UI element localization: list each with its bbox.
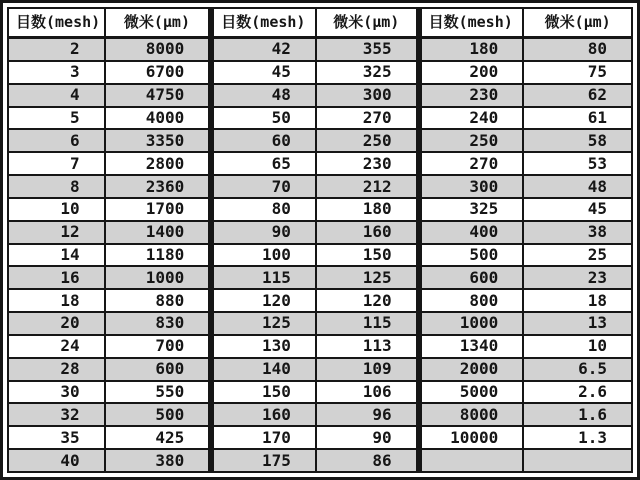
mesh-micron-conversion-table [7, 7, 633, 473]
cell-mesh-group3: 8000 [419, 403, 524, 426]
cell-micron-group3: 53 [523, 152, 632, 175]
cell-micron-group2: 150 [316, 244, 419, 267]
cell-micron-group3: 1.3 [523, 426, 632, 449]
cell-micron-group3: 10 [523, 335, 632, 358]
cell-micron-group1: 4000 [105, 107, 212, 130]
cell-micron-group2: 96 [316, 403, 419, 426]
header-micron-group3: 微米(μm) [523, 8, 632, 38]
cell-mesh-group1: 8 [8, 175, 105, 198]
cell-mesh-group1: 5 [8, 107, 105, 130]
cell-mesh-group3: 1340 [419, 335, 524, 358]
cell-mesh-group2: 100 [211, 244, 316, 267]
table-row [8, 152, 632, 175]
cell-mesh-group2: 80 [211, 198, 316, 221]
cell-micron-group1: 550 [105, 381, 212, 404]
cell-micron-group2: 180 [316, 198, 419, 221]
cell-micron-group3: 61 [523, 107, 632, 130]
cell-mesh-group1: 12 [8, 221, 105, 244]
cell-micron-group3: 13 [523, 312, 632, 335]
cell-micron-group1: 1700 [105, 198, 212, 221]
cell-micron-group1: 700 [105, 335, 212, 358]
cell-mesh-group2: 70 [211, 175, 316, 198]
table-row [8, 84, 632, 107]
cell-mesh-group2: 45 [211, 61, 316, 84]
cell-micron-group2: 125 [316, 266, 419, 289]
table-row [8, 221, 632, 244]
table-row [8, 38, 632, 61]
header-mesh-group1: 目数(mesh) [8, 8, 105, 38]
cell-mesh-group1: 40 [8, 449, 105, 472]
cell-mesh-group1: 32 [8, 403, 105, 426]
cell-mesh-group2: 115 [211, 266, 316, 289]
cell-micron-group2: 115 [316, 312, 419, 335]
cell-mesh-group3: 200 [419, 61, 524, 84]
cell-mesh-group2: 130 [211, 335, 316, 358]
cell-micron-group3: 45 [523, 198, 632, 221]
cell-mesh-group3: 250 [419, 129, 524, 152]
cell-micron-group2: 106 [316, 381, 419, 404]
cell-micron-group3: 1.6 [523, 403, 632, 426]
table-row [8, 335, 632, 358]
cell-micron-group1: 600 [105, 358, 212, 381]
cell-mesh-group3: 800 [419, 289, 524, 312]
cell-micron-group2: 86 [316, 449, 419, 472]
cell-micron-group2: 120 [316, 289, 419, 312]
table-row [8, 61, 632, 84]
cell-mesh-group3: 180 [419, 38, 524, 61]
cell-mesh-group2: 50 [211, 107, 316, 130]
cell-mesh-group2: 120 [211, 289, 316, 312]
cell-micron-group1: 2800 [105, 152, 212, 175]
cell-mesh-group1: 10 [8, 198, 105, 221]
cell-micron-group3: 23 [523, 266, 632, 289]
cell-micron-group1: 1180 [105, 244, 212, 267]
table-row [8, 266, 632, 289]
cell-mesh-group2: 60 [211, 129, 316, 152]
cell-mesh-group2: 150 [211, 381, 316, 404]
cell-micron-group1: 880 [105, 289, 212, 312]
cell-micron-group1: 2360 [105, 175, 212, 198]
cell-micron-group1: 1400 [105, 221, 212, 244]
table-body [8, 38, 632, 473]
cell-mesh-group2: 65 [211, 152, 316, 175]
cell-mesh-group3: 1000 [419, 312, 524, 335]
cell-mesh-group1: 24 [8, 335, 105, 358]
header-micron-group1: 微米(μm) [105, 8, 212, 38]
cell-micron-group2: 113 [316, 335, 419, 358]
cell-mesh-group3: 400 [419, 221, 524, 244]
cell-mesh-group3: 500 [419, 244, 524, 267]
cell-micron-group1: 500 [105, 403, 212, 426]
table-row [8, 449, 632, 472]
table-row [8, 358, 632, 381]
cell-micron-group3: 38 [523, 221, 632, 244]
cell-micron-group1: 425 [105, 426, 212, 449]
cell-micron-group3: 80 [523, 38, 632, 61]
cell-mesh-group3: 2000 [419, 358, 524, 381]
cell-micron-group1: 8000 [105, 38, 212, 61]
cell-mesh-group3: 240 [419, 107, 524, 130]
cell-mesh-group1: 3 [8, 61, 105, 84]
cell-micron-group3: 48 [523, 175, 632, 198]
cell-mesh-group2: 160 [211, 403, 316, 426]
cell-micron-group2: 355 [316, 38, 419, 61]
cell-micron-group3: 25 [523, 244, 632, 267]
cell-mesh-group2: 90 [211, 221, 316, 244]
cell-micron-group3: 58 [523, 129, 632, 152]
cell-mesh-group2: 125 [211, 312, 316, 335]
cell-micron-group3: 75 [523, 61, 632, 84]
cell-mesh-group1: 2 [8, 38, 105, 61]
cell-mesh-group3: 600 [419, 266, 524, 289]
cell-micron-group2: 230 [316, 152, 419, 175]
cell-micron-group1: 4750 [105, 84, 212, 107]
cell-micron-group2: 300 [316, 84, 419, 107]
cell-mesh-group2: 140 [211, 358, 316, 381]
cell-mesh-group1: 6 [8, 129, 105, 152]
cell-mesh-group3: 230 [419, 84, 524, 107]
table-row [8, 312, 632, 335]
cell-mesh-group1: 16 [8, 266, 105, 289]
cell-mesh-group1: 28 [8, 358, 105, 381]
cell-mesh-group3: 270 [419, 152, 524, 175]
table-row [8, 129, 632, 152]
cell-mesh-group2: 170 [211, 426, 316, 449]
header-row [8, 8, 632, 38]
cell-micron-group2: 109 [316, 358, 419, 381]
table-row [8, 107, 632, 130]
table-row [8, 403, 632, 426]
cell-mesh-group1: 14 [8, 244, 105, 267]
cell-mesh-group3: 5000 [419, 381, 524, 404]
cell-mesh-group1: 30 [8, 381, 105, 404]
cell-mesh-group2: 175 [211, 449, 316, 472]
cell-mesh-group1: 20 [8, 312, 105, 335]
cell-micron-group1: 830 [105, 312, 212, 335]
cell-mesh-group1: 7 [8, 152, 105, 175]
table-row [8, 175, 632, 198]
table-row [8, 426, 632, 449]
cell-micron-group3: 18 [523, 289, 632, 312]
cell-micron-group2: 250 [316, 129, 419, 152]
header-mesh-group3: 目数(mesh) [419, 8, 524, 38]
cell-micron-group2: 212 [316, 175, 419, 198]
cell-mesh-group1: 35 [8, 426, 105, 449]
cell-micron-group1: 3350 [105, 129, 212, 152]
cell-micron-group3: 2.6 [523, 381, 632, 404]
cell-mesh-group3: 300 [419, 175, 524, 198]
cell-micron-group2: 160 [316, 221, 419, 244]
table-row [8, 289, 632, 312]
cell-mesh-group1: 4 [8, 84, 105, 107]
cell-mesh-group1: 18 [8, 289, 105, 312]
cell-mesh-group2: 42 [211, 38, 316, 61]
header-mesh-group2: 目数(mesh) [211, 8, 316, 38]
cell-micron-group2: 90 [316, 426, 419, 449]
cell-micron-group1: 380 [105, 449, 212, 472]
cell-micron-group1: 6700 [105, 61, 212, 84]
cell-micron-group1: 1000 [105, 266, 212, 289]
cell-micron-group3: 62 [523, 84, 632, 107]
table-row [8, 198, 632, 221]
table-row [8, 244, 632, 267]
cell-mesh-group3 [419, 449, 524, 472]
cell-mesh-group3: 10000 [419, 426, 524, 449]
cell-micron-group2: 325 [316, 61, 419, 84]
cell-micron-group2: 270 [316, 107, 419, 130]
cell-micron-group3 [523, 449, 632, 472]
header-micron-group2: 微米(μm) [316, 8, 419, 38]
cell-mesh-group3: 325 [419, 198, 524, 221]
cell-micron-group3: 6.5 [523, 358, 632, 381]
table-row [8, 381, 632, 404]
cell-mesh-group2: 48 [211, 84, 316, 107]
